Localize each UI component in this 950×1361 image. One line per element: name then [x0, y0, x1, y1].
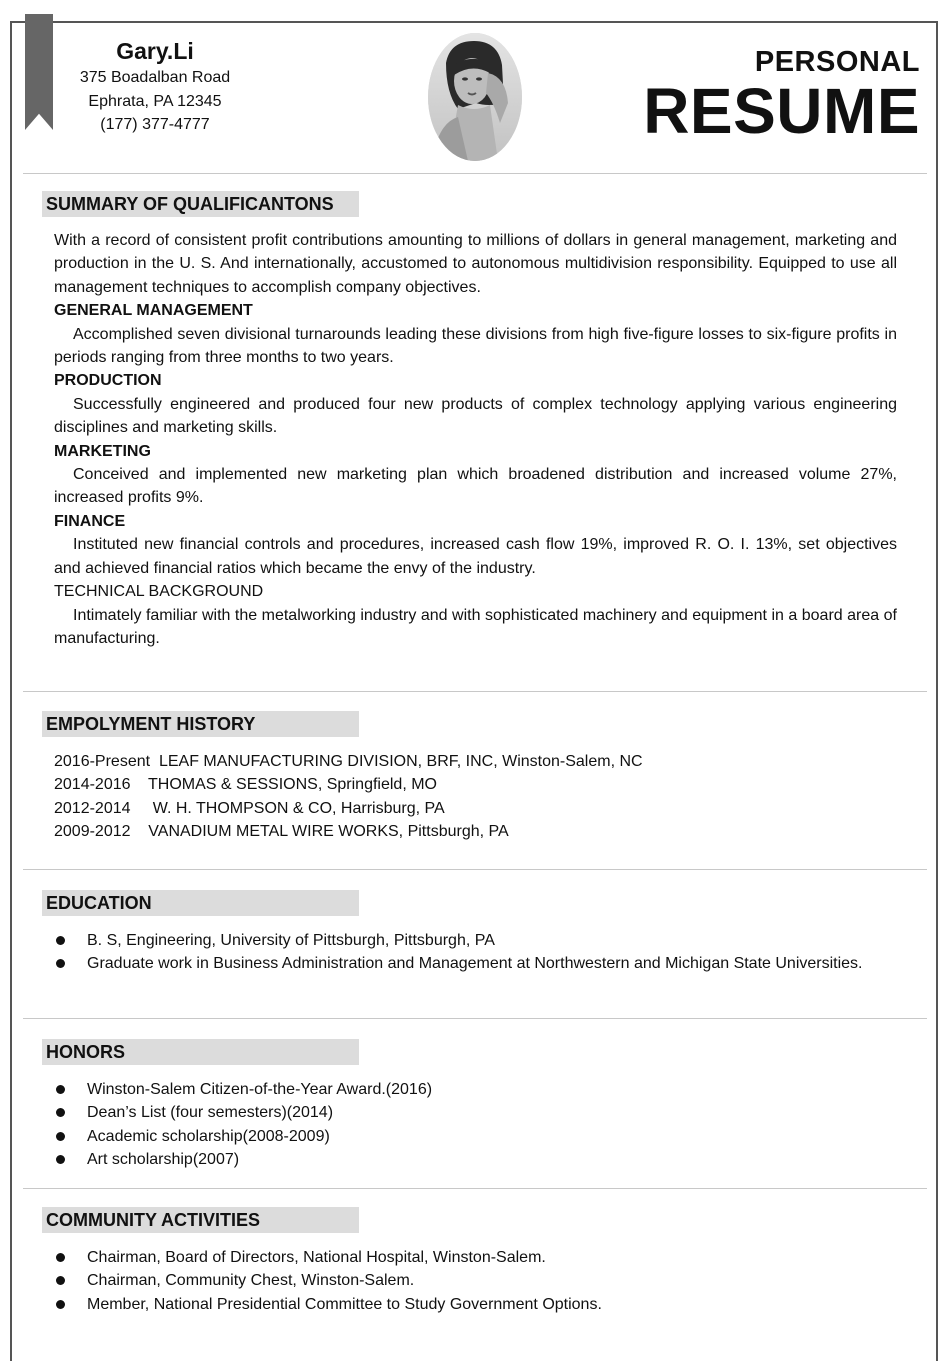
- honor-item: Dean’s List (four semesters)(2014): [54, 1101, 882, 1124]
- summary-intro: With a record of consistent profit contributions amounting to millions of dollars in general management, marketing and production in the U. S. And internationally, accustomed to autonomous multidivision responsibility. Equipped to use all management techniques to accomplish company objectives.: [54, 232, 897, 296]
- education-item: B. S, Engineering, University of Pittsburgh, Pittsburgh, PA: [54, 929, 882, 952]
- summary-section: [54, 229, 897, 650]
- divider: [23, 173, 927, 174]
- address-line-2: Ephrata, PA 12345: [88, 92, 222, 110]
- honors-heading: HONORS: [42, 1039, 359, 1065]
- education-item: Graduate work in Business Administration and Management at Northwestern and Michigan State Universities.: [54, 952, 882, 975]
- technical-text: Intimately familiar with the metalworking industry and with sophisticated machinery and equipment in a board area of manufacturing.: [54, 606, 897, 647]
- phone-number: (177) 377-4777: [100, 116, 210, 133]
- general-management-text: Accomplished seven divisional turnarounds leading these divisions from high five-figure losses to six-figure profits in periods ranging from three months to two years.: [54, 325, 897, 367]
- employment-row: 2012-2014 W. H. THOMPSON & CO, Harrisburg, PA: [54, 799, 445, 817]
- community-item: Chairman, Community Chest, Winston-Salem.: [54, 1269, 882, 1292]
- profile-photo: [428, 33, 522, 161]
- summary-heading: SUMMARY OF QUALIFICANTONS: [42, 191, 359, 217]
- finance-text: Instituted new financial controls and procedures, increased cash flow 19%, improved R. O. I. 13%, set objectives and achieved financial ratios which became the envy of the industry.: [54, 536, 897, 577]
- honor-item: Academic scholarship(2008-2009): [54, 1125, 882, 1148]
- employment-row: 2016-Present LEAF MANUFACTURING DIVISION, BRF, INC, Winston-Salem, NC: [54, 753, 643, 770]
- honors-list: [54, 1078, 882, 1172]
- contact-block: [60, 36, 250, 137]
- general-management-title: GENERAL MANAGEMENT: [54, 302, 253, 320]
- technical-title: TECHNICAL BACKGROUND: [54, 583, 264, 601]
- community-list: [54, 1246, 882, 1316]
- production-text: Successfully engineered and produced four new products of complex technology applying various engineering disciplines and marketing skills.: [54, 395, 897, 437]
- divider: [23, 691, 927, 692]
- title-resume: RESUME: [643, 75, 920, 147]
- divider: [23, 869, 927, 870]
- honor-item: Winston-Salem Citizen-of-the-Year Award.(2016): [54, 1078, 882, 1101]
- candidate-name: Gary.Li: [116, 38, 194, 64]
- employment-row: 2009-2012 VANADIUM METAL WIRE WORKS, Pittsburgh, PA: [54, 823, 509, 841]
- address-line-1: 375 Boadalban Road: [79, 69, 231, 86]
- community-item: Chairman, Board of Directors, National Hospital, Winston-Salem.: [54, 1246, 882, 1269]
- employment-heading: EMPOLYMENT HISTORY: [42, 711, 359, 737]
- education-list: [54, 929, 882, 976]
- title-personal: PERSONAL: [754, 46, 920, 78]
- marketing-text: Conceived and implemented new marketing plan which broadened distribution and increased volume 27%, increased profits 9%.: [54, 466, 897, 507]
- divider: [23, 1018, 927, 1019]
- employment-row: 2014-2016 THOMAS & SESSIONS, Springfield, MO: [54, 776, 437, 794]
- marketing-title: MARKETING: [54, 442, 151, 460]
- production-title: PRODUCTION: [54, 372, 162, 390]
- honor-item: Art scholarship(2007): [54, 1148, 882, 1171]
- finance-title: FINANCE: [54, 512, 126, 530]
- education-heading: EDUCATION: [42, 890, 359, 916]
- community-heading: COMMUNITY ACTIVITIES: [42, 1207, 359, 1233]
- divider: [23, 1188, 927, 1189]
- community-item: Member, National Presidential Committee to Study Government Options.: [54, 1293, 882, 1316]
- bookmark-ribbon: [25, 14, 53, 130]
- employment-list: [54, 750, 897, 844]
